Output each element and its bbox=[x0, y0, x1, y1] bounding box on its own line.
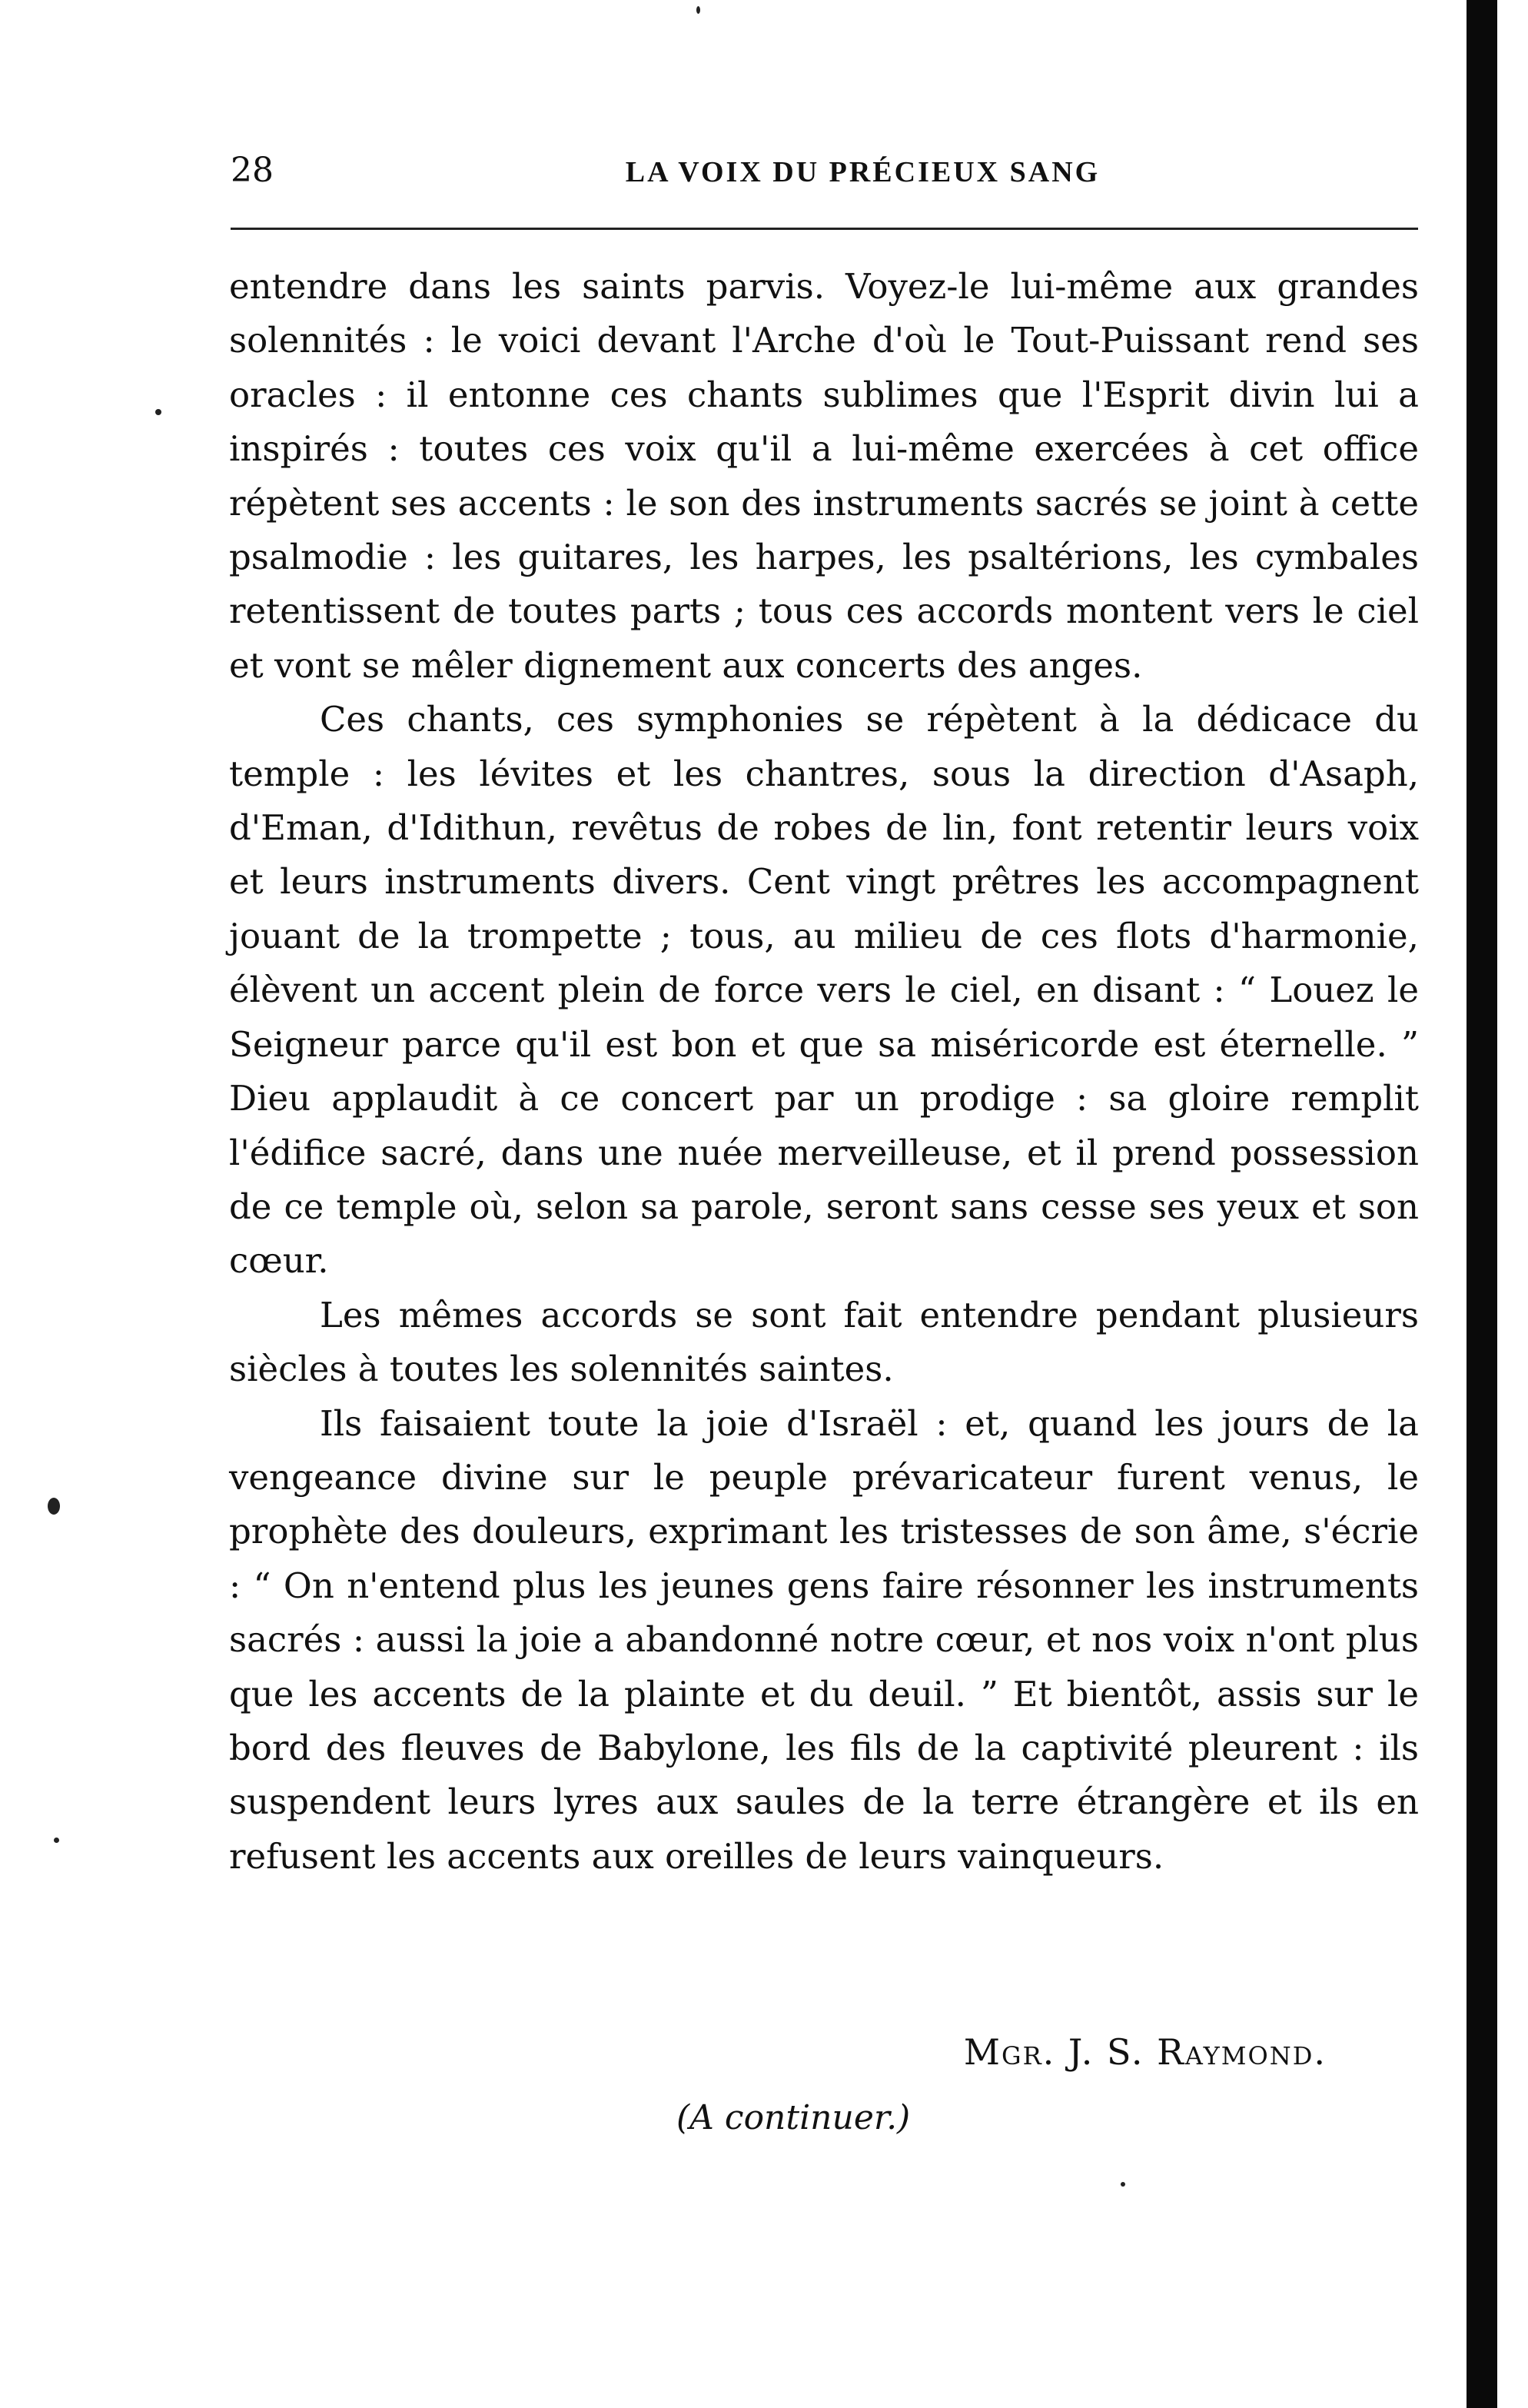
paragraph: Ils faisaient toute la joie d'Israël : et, quand les jours de la vengeance divine sur le peuple prévaricateur furent venus, le prophète des douleurs, exprimant les tristesses de son âme, s'écrie : “ On n'entend plus les jeunes gens faire résonner les instruments sacrés : aussi la joie a abandonné notre cœur, et nos voix n'ont plus que les accents de la plainte et du deuil. ” Et bientôt, assis sur le bord des fleuves de Babylone, les fils de la captivité pleurent : ils suspendent leurs lyres aux saules de la terre étrangère et ils en refusent les accents aux oreilles de leurs vainqueurs. bbox=[229, 1402, 1419, 1877]
scan-speck bbox=[155, 409, 161, 415]
scan-speck bbox=[696, 6, 700, 14]
page-header bbox=[231, 148, 1422, 201]
paragraph: Les mêmes accords se sont fait entendre pendant plusieurs siècles à toutes les solennités saintes. bbox=[229, 1294, 1419, 1390]
continuation-note: (A continuer.) bbox=[676, 2098, 911, 2137]
paragraph: Ces chants, ces symphonies se répètent à la dédicace du temple : les lévites et les chantres, sous la direction d'Asaph, d'Eman, d'Idithun, revêtus de robes de lin, font retentir leurs voix et leurs instruments divers. Cent vingt prêtres les accompagnent jouant de la trompette ; tous, au milieu de ces flots d'harmonie, élèvent un accent plein de force vers le ciel, en disant : “ Louez le Seigneur parce qu'il est bon et que sa miséricorde est éternelle. ” Dieu applaudit à ce concert par un prodige : sa gloire remplit l'édifice sacré, dans une nuée merveilleuse, et il prend possession de ce temple où, selon sa parole, seront sans cesse ses yeux et son cœur. bbox=[229, 699, 1419, 1282]
author-signature: Mgr. J. S. Raymond. bbox=[963, 2031, 1327, 2073]
header-rule bbox=[231, 228, 1418, 230]
body-text bbox=[229, 260, 1419, 1884]
page-number: 28 bbox=[231, 151, 274, 190]
scan-speck bbox=[1121, 2182, 1125, 2187]
scan-edge-bar bbox=[1467, 0, 1497, 2408]
scan-speck bbox=[54, 1838, 59, 1843]
paragraph: entendre dans les saints parvis. Voyez-le lui-même aux grandes solennités : le voici devant l'Arche d'où le Tout-Puissant rend ses oracles : il entonne ces chants sublimes que l'Esprit divin lui a inspirés : toutes ces voix qu'il a lui-même exercées à cet office répètent ses accents : le son des instruments sacrés se joint à cette psalmodie : les guitares, les harpes, les psaltérions, les cymbales retentissent de toutes parts ; tous ces accords montent vers le ciel et vont se mêler dignement aux concerts des anges. bbox=[229, 266, 1419, 686]
running-title: LA VOIX DU PRÉCIEUX SANG bbox=[625, 156, 1101, 188]
scan-speck bbox=[48, 1498, 60, 1515]
